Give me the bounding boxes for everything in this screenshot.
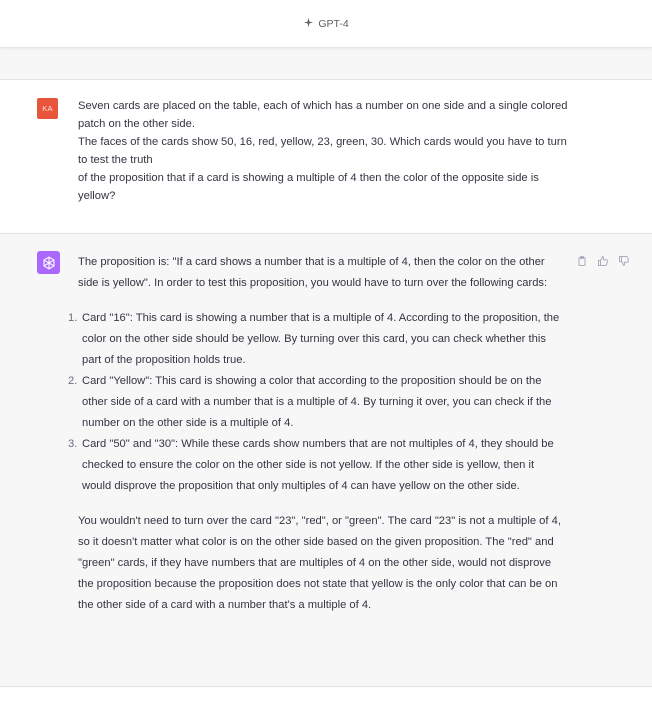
conversation-top-spacer bbox=[0, 47, 652, 80]
user-message-line: The faces of the cards show 50, 16, red, yellow, 23, green, 30. Which cards would you have to turn to test the truth bbox=[78, 136, 567, 166]
list-item bbox=[68, 371, 566, 434]
list-item-number: 3. bbox=[68, 438, 78, 450]
openai-logo-icon bbox=[41, 255, 57, 271]
list-item-text: Card "50" and "30": While these cards show numbers that are not multiples of 4, they should be checked to ensure the color on the other side is not yellow. If the other side is yellow, then it would disprove the proposition that only multiples of 4 can have yellow on the other side. bbox=[82, 438, 554, 492]
list-item bbox=[68, 308, 566, 371]
user-message-line: of the proposition that if a card is showing a multiple of 4 then the color of the opposite side is yellow? bbox=[78, 172, 539, 202]
top-bar bbox=[0, 0, 652, 48]
copy-icon[interactable] bbox=[575, 254, 589, 268]
assistant-conclusion: You wouldn't need to turn over the card "23", "red", or "green". The card "23" is not a multiple of 4, so it doesn't matter what color is on the other side based on the given proposition. The "red" and "green" cards, if they have numbers that are multiples of 4 on the other side, would not disprove the proposition because the proposition does not state that yellow is the only color that can be on the other side of a card with a number that's a multiple of 4. bbox=[78, 515, 561, 611]
assistant-message-text bbox=[68, 252, 566, 616]
user-message-text bbox=[78, 97, 568, 205]
assistant-list bbox=[68, 308, 566, 497]
thumbs-down-icon[interactable] bbox=[617, 254, 631, 268]
list-item bbox=[68, 434, 566, 497]
list-item-text: Card "16": This card is showing a number that is a multiple of 4. According to the proposition, the color on the other side should be yellow. By turning over this card, you can check whether this part of the proposition holds true. bbox=[82, 312, 560, 366]
user-avatar: KA bbox=[37, 98, 58, 119]
thumbs-up-icon[interactable] bbox=[596, 254, 610, 268]
sparkle-icon bbox=[303, 17, 314, 31]
assistant-avatar bbox=[37, 251, 60, 274]
message-actions bbox=[575, 254, 631, 268]
list-item-number: 2. bbox=[68, 375, 78, 387]
list-item-text: Card "Yellow": This card is showing a color that according to the proposition should be on the other side of a card with a number that is a multiple of 4. By turning it over, you can check if the number on the other side is a multiple of 4. bbox=[82, 375, 552, 429]
user-message-line: Seven cards are placed on the table, each of which has a number on one side and a single colored patch on the other side. bbox=[78, 100, 568, 130]
list-item-number: 1. bbox=[68, 312, 78, 324]
model-selector[interactable] bbox=[303, 17, 348, 31]
assistant-intro: The proposition is: "If a card shows a number that is a multiple of 4, then the color on the other side is yellow". In order to test this proposition, you would have to turn over the following cards: bbox=[78, 256, 548, 289]
model-label: GPT-4 bbox=[318, 17, 349, 30]
